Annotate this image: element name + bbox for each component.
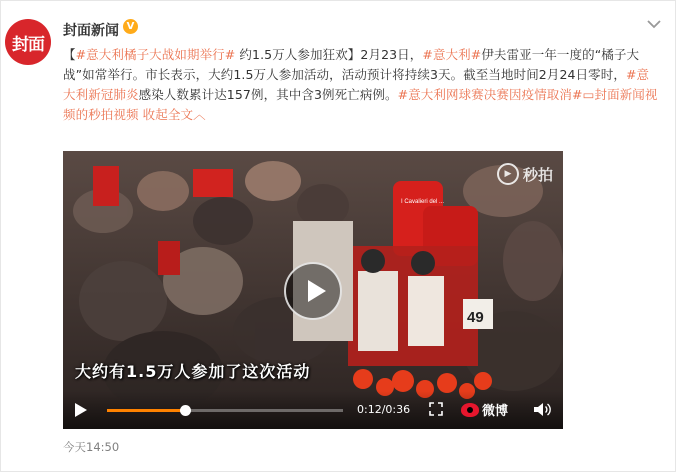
play-button[interactable] (75, 403, 87, 417)
verified-badge-icon: V (123, 19, 138, 34)
video-subtitle: 大约有1.5万人参加了这次活动 (75, 362, 311, 381)
text-link[interactable]: 收起全文 (138, 107, 194, 122)
weibo-brand-text: 微博 (482, 404, 509, 419)
video-controls (63, 391, 563, 429)
hashtag-link[interactable]: #意大利新冠肺炎 (63, 67, 650, 102)
play-icon[interactable] (284, 262, 342, 320)
video-time: 0:12/0:36 (357, 403, 411, 416)
username[interactable]: 封面新闻 (63, 23, 119, 39)
weibo-eye-icon (461, 403, 479, 417)
sign-number: 49 (467, 309, 484, 326)
miaopai-watermark (497, 163, 553, 185)
hashtag-link[interactable]: #意大利# (422, 47, 482, 62)
progress-track[interactable] (107, 409, 343, 412)
chevron-down-icon[interactable] (645, 17, 663, 31)
post-timestamp[interactable]: 今天14:50 (63, 440, 120, 454)
post-text-segment: 感染人数累计达157例，其中含3例死亡病例。 (138, 87, 398, 102)
watermark-text: 秒拍 (522, 165, 553, 184)
post-text (63, 45, 661, 125)
post-text-segment: 【 (63, 47, 76, 62)
weibo-logo (461, 400, 508, 419)
hashtag-link[interactable]: #意大利橘子大战如期举行# (75, 47, 236, 62)
post-text-segment: 约1.5万人参加狂欢】2月23日， (235, 47, 423, 62)
fullscreen-icon[interactable] (429, 402, 443, 416)
shirt-text: I Cavalieri del ... (401, 199, 445, 205)
progress-knob[interactable] (180, 405, 191, 416)
hashtag-link[interactable]: #意大利网球赛决赛因疫情取消# (397, 87, 583, 102)
volume-icon[interactable] (533, 401, 551, 418)
avatar-text: 封面 (12, 34, 44, 55)
text-link[interactable]: ▭封面新闻视频的秒拍视频 (63, 87, 658, 122)
text-link[interactable]: ︿ (193, 107, 206, 122)
progress-fill (107, 409, 185, 412)
avatar[interactable] (5, 19, 51, 65)
miaopai-logo-icon: ▶ (497, 163, 519, 185)
video-player[interactable] (63, 151, 563, 429)
post-text-segment: 伊夫雷亚一年一度的“橘子大战”如常举行。市长表示，大约1.5万人参加活动，活动预计将持续3天。截至当地时间2月24日零时， (63, 47, 640, 82)
